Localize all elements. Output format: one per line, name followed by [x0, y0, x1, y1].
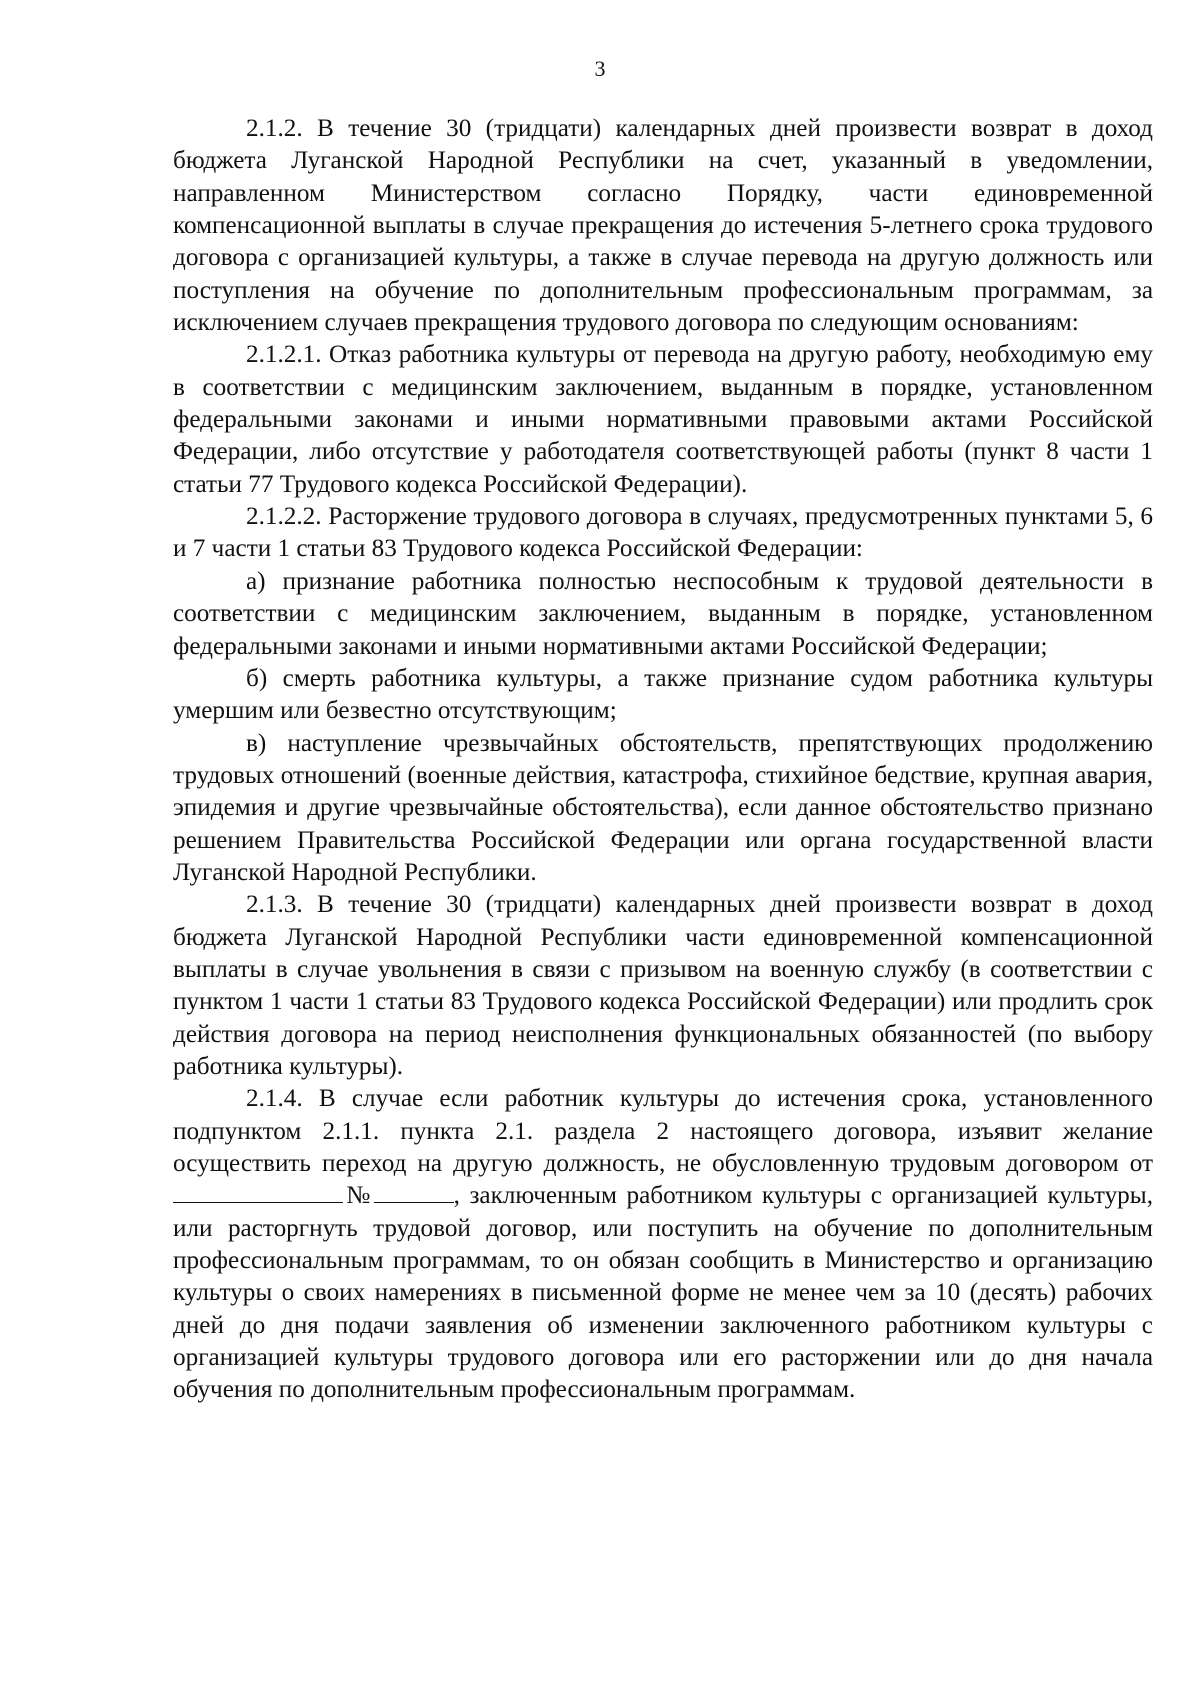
paragraph-2-1-2-2: 2.1.2.2. Расторжение трудового договора в случаях, предусмотренных пунктами 5, 6 и 7 части 1 статьи 83 Трудового кодекса Российской Федерации: [173, 503, 1153, 563]
document-body [173, 113, 1153, 1407]
paragraph-2-1-3: 2.1.3. В течение 30 (тридцати) календарных дней произвести возврат в доход бюджета Луганской Народной Республики части единовременной компенсационной выплаты в случае увольнения в связи с призывом на военную службу (в соответствии с пунктом 1 части 1 статьи 83 Трудового кодекса Российской Федерации) или продлить срок действия договора на период неисполнения функциональных обязанностей (по выбору работника культуры). [173, 891, 1153, 1080]
contract-date-blank[interactable] [173, 1180, 343, 1203]
paragraph-2-1-2: 2.1.2. В течение 30 (тридцати) календарных дней произвести возврат в доход бюджета Луганской Народной Республики на счет, указанный в уведомлении, направленном Министерством согласно Порядку, части единовременной компенсационной выплаты в случае прекращения до истечения 5-летнего срока трудового договора с организацией культуры, а также в случае перевода на другую должность или поступления на обучение по дополнительным профессиональным программам, за исключением случаев прекращения трудового договора по следующим основаниям: [173, 115, 1153, 337]
paragraph-item-v: в) наступление чрезвычайных обстоятельств, препятствующих продолжению трудовых отношений (военные действия, катастрофа, стихийное бедствие, крупная авария, эпидемия и другие чрезвычайные обстоятельства), если данное обстоятельство признано решением Правительства Российской Федерации или органа государственной власти Луганской Народной Республики. [173, 729, 1153, 886]
paragraph-2-1-4-text-start: 2.1.4. В случае если работник культуры до истечения срока, установленного подпунктом 2.1.1. пункта 2.1. раздела 2 настоящего договора, изъявит желание осуществить переход на другую должность, не обусловленную трудовым договором от [173, 1085, 1153, 1177]
paragraph-2-1-4-text-end: , заключенным работником культуры с организацией культуры, или расторгнуть трудовой договор, или поступить на обучение по дополнительным профессиональным программам, то он обязан сообщить в Министерство и организацию культуры о своих намерениях в письменной форме не менее чем за 10 (десять) рабочих дней до дня подачи заявления об изменении заключенного работником культуры с организацией культуры трудового договора или его расторжении или до дня начала обучения по дополнительным профессиональным программам. [173, 1182, 1153, 1404]
contract-number-blank[interactable] [374, 1180, 454, 1203]
page-number: 3 [594, 56, 606, 81]
paragraph-item-b: б) смерть работника культуры, а также признание судом работника культуры умершим или безвестно отсутствующим; [173, 664, 1153, 725]
number-sign: № [343, 1182, 374, 1210]
paragraph-2-1-2-1: 2.1.2.1. Отказ работника культуры от перевода на другую работу, необходимую ему в соответствии с медицинским заключением, выданным в порядке, установленном федеральными законами и иными нормативными правовыми актами Российской Федерации, либо отсутствие у работодателя соответствующей работы (пункт 8 части 1 статьи 77 Трудового кодекса Российской Федерации). [173, 341, 1153, 498]
paragraph-item-a: а) признание работника полностью неспособным к трудовой деятельности в соответствии с медицинским заключением, выданным в порядке, установленном федеральными законами и иными нормативными актами Российской Федерации; [173, 567, 1153, 660]
paragraph-2-1-4 [173, 1083, 1153, 1406]
